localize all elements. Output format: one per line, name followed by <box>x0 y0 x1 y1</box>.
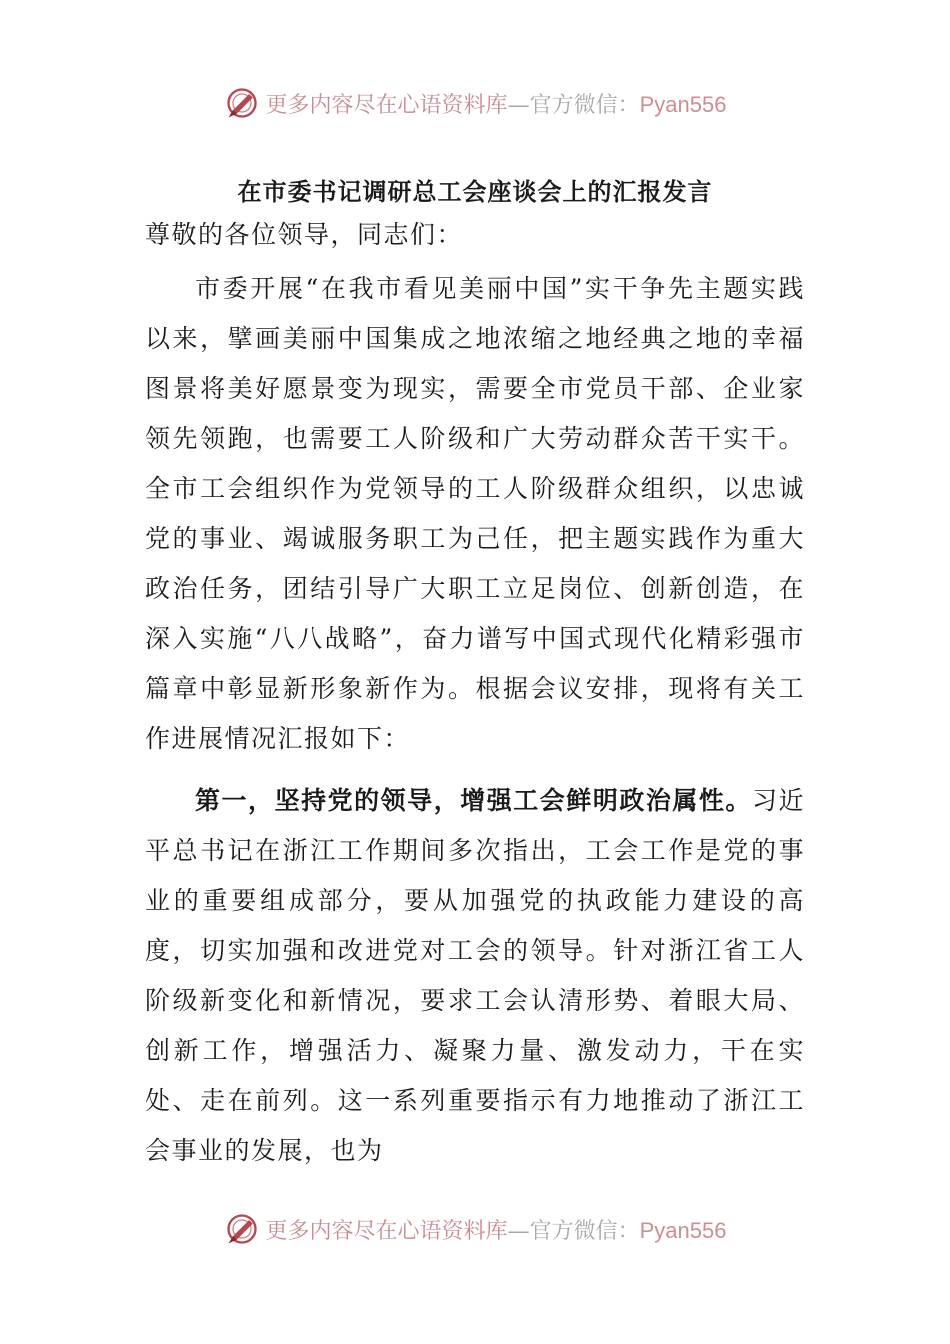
paragraph-intro: 市委开展“在我市看见美丽中国”实干争先主题实践以来，擘画美丽中国集成之地浓缩之地经典之地的幸福图景将美好愿景变为现实，需要全市党员干部、企业家领先领跑，也需要工人阶级和广大劳动群众苦干实干。全市工会组织作为党领导的工人阶级群众组织，以忠诚党的事业、竭诚服务职工为己任，把主题实践作为重大政治任务，团结引导广大职工立足岗位、创新创造，在深入实施“八八战略”，奋力谱写中国式现代化精彩强市篇章中彰显新形象新作为。根据会议安排，现将有关工作进展情况汇报如下： <box>145 274 805 753</box>
banner-wechat-label: 官方微信： <box>529 92 640 118</box>
greeting: 尊敬的各位领导，同志们： <box>145 220 464 249</box>
header-banner <box>0 80 950 126</box>
banner-dash: — <box>507 92 530 118</box>
section-1-heading: 第一，坚持党的领导，增强工会鲜明政治属性。 <box>195 786 752 815</box>
banner-wechat-id: Pyan556 <box>639 91 727 117</box>
banner-main-text: 更多内容尽在心语资料库 <box>265 92 508 118</box>
banner-wechat-id: Pyan556 <box>639 1217 727 1243</box>
document-title: 在市委书记调研总工会座谈会上的汇报发言 <box>237 177 713 206</box>
banner-text <box>266 1214 727 1245</box>
document-body <box>145 210 805 1176</box>
banner-text <box>266 88 727 119</box>
section-1-text: 习近平总书记在浙江工作期间多次指出，工会工作是党的事业的重要组成部分，要从加强党的执政能力建设的高度，切实加强和改进党对工会的领导。针对浙江省工人阶级新变化和新情况，要求工会认清形势、着眼大局、创新工作，增强活力、凝聚力量、激发动力，干在实处、走在前列。这一系列重要指示有力地推动了浙江工会事业的发展，也为 <box>145 786 805 1165</box>
footer-banner <box>0 1206 950 1252</box>
banner-wechat-label: 官方微信： <box>529 1218 640 1244</box>
pen-nib-logo-icon <box>224 1211 260 1247</box>
paragraph-section-1 <box>145 776 805 1176</box>
pen-nib-logo-icon <box>224 85 260 121</box>
banner-main-text: 更多内容尽在心语资料库 <box>265 1218 508 1244</box>
banner-dash: — <box>507 1218 530 1244</box>
